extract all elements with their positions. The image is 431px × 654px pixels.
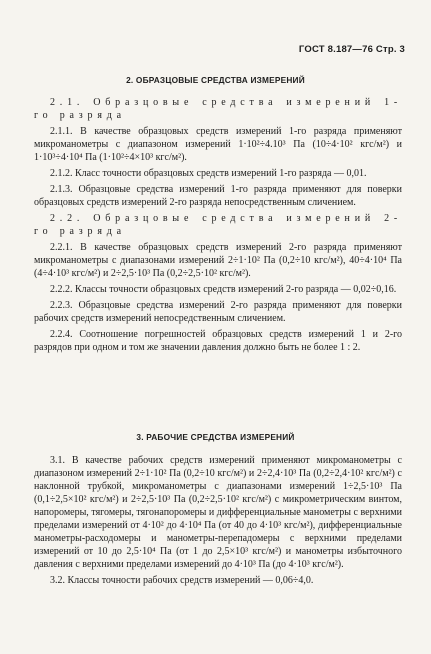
paragraph-2-2-4: 2.2.4. Соотношение погрешностей образцовых средств измерений 1 и 2-го разрядов при одном и том же значении давления должно быть не более 1 : 2. (34, 329, 402, 353)
paragraph-2-1: 2.1. Образцовые средства измерений 1-го разряда (34, 97, 402, 121)
paragraph-2-2-3: 2.2.3. Образцовые средства измерений 2-го разряда применяют для поверки рабочих средств измерений непосредственным сличением. (34, 300, 402, 324)
paragraph-2-1-3: 2.1.3. Образцовые средства измерений 1-го разряда применяют для поверки образцовых средств измерений 2-го разряда непосредственным сличением. (34, 184, 402, 208)
paragraph-3-1: 3.1. В качестве рабочих средств измерений применяют микроманометры с диапазоном измерений 2÷1·10² Па (0,2÷10 кгс/м²) и 2÷2,4·10³ Па (0,2÷2,4·10² кгс/м²) с наклонной трубкой, микроманометры с диапазонами измерений 1÷2,5·10³ Па (0,1÷2,5×10² кгс/м²) и 2÷2,5·10³ Па (0,2÷2,5·10² кгс/м²) с микрометрическим винтом, напоромеры, тягомеры, тягонапоромеры и дифференциальные манометры с верхними пределами измерений от 4·10² до 4·10⁴ Па (от 40 до 4·10³ кгс/м²), дифференциальные манометры-расходомеры и манометры-перепадомеры с верхними пределами измерений от 10 до 2,5·10⁴ Па (от 1 до 2,5×10³ кгс/м²) и манометры избыточного давления с верхними пределами измерений до 4·10³ Па (до 4·10³ кгс/м²). (34, 455, 402, 570)
section-2-body (34, 96, 402, 354)
section-2-heading: 2. ОБРАЗЦОВЫЕ СРЕДСТВА ИЗМЕРЕНИЙ (126, 75, 305, 85)
section-3-body (34, 454, 402, 587)
paragraph-2-2-2: 2.2.2. Классы точности образцовых средств измерений 2-го разряда — 0,02÷0,16. (50, 284, 397, 295)
paragraph-3-2: 3.2. Классы точности рабочих средств измерений — 0,06÷4,0. (50, 575, 314, 586)
paragraph-2-1-1: 2.1.1. В качестве образцовых средств измерений 1-го разряда применяют микроманометры с диапазоном измерений 1·10²÷4.10³ Па (10÷4·10² кгс/м²) и 1·10³÷4·10⁴ Па (1·10²÷4×10³ кгс/м²). (34, 126, 402, 163)
paragraph-2-2: 2.2. Образцовые средства измерений 2-го разряда (34, 213, 402, 237)
paragraph-2-1-2: 2.1.2. Класс точности образцовых средств измерений 1-го разряда — 0,01. (50, 168, 367, 179)
page-header: ГОСТ 8.187—76 Стр. 3 (298, 44, 405, 55)
section-3-heading: 3. РАБОЧИЕ СРЕДСТВА ИЗМЕРЕНИЙ (136, 432, 295, 442)
paragraph-2-2-1: 2.2.1. В качестве образцовых средств измерений 2-го разряда применяют микроманометры с диапазонами измерений 2÷1·10² Па (0,2÷10 кгс/м²), 40÷4·10⁴ Па (4÷4·10³ кгс/м²) и 2÷2,5·10³ Па (0,2÷2,5·10² кгс/м²). (34, 242, 402, 279)
